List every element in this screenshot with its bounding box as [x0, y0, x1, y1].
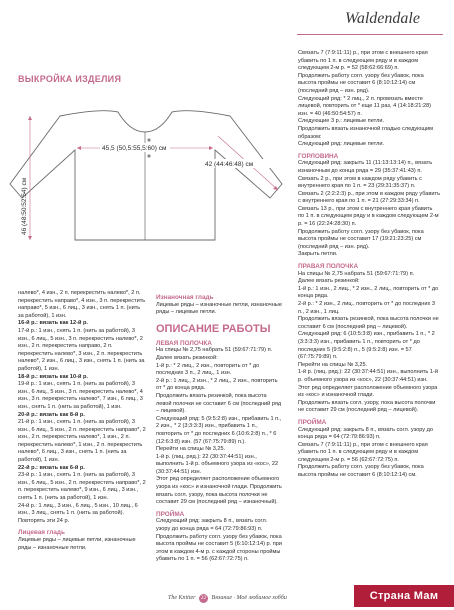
text-line: 24-й р.: 1 лиц., 3 изн., 6 лиц., 5 изн., 10 лиц., 6 изн., 3 лиц., снять 1 п. (нить за работой). Повторять эти 24 р. — [18, 502, 138, 524]
subheading: ЛЕВАЯ ПОЛОЧКА — [156, 339, 212, 347]
text-line: Лицевые ряды – лицевые петли, изнаночные ряды – изнаночные петли. — [18, 537, 136, 551]
column-1 — [18, 290, 146, 590]
text-line: Перейти на спицы № 3,25. — [298, 361, 368, 368]
text-line: Связать 2 (2:2:2:3) р., при этом в каждом ряду убавить с внутреннего края по 1 п. = 21 (27:29:33:34) п. — [298, 190, 440, 205]
text-line: 23-й р.: 1 изн., снять 1 п. (нить за работой), 3 изн., 6 лиц., 5 изн., 2 п. перекрестить направо*, 2 п. перекрестить налево*, 9 изн., 6 лиц., 3 изн., снять 1 п. (нить за работой), 1 изн. — [18, 472, 146, 502]
text-line: Продолжить вязать изнаночной гладью следующим образом: — [298, 125, 433, 140]
button-icon — [147, 154, 150, 157]
text-line: Следующий ряд: закрыть 11 (11:13:13:14) п., вязать изнаночным до конца ряда = 29 (35:37:41:43) п. — [298, 160, 433, 174]
height-label: 46 (48:50:52:54) см — [21, 177, 28, 235]
text-line: Далее вязать резинкой: — [298, 278, 360, 285]
text-line: Следующий ряд: лицевые петли. — [298, 141, 385, 148]
section-title: ОПИСАНИЕ РАБОТЫ — [156, 322, 271, 335]
text-line: 19-й р.: 1 изн., снять 1 п. (нить за работой), 3 изн., 6 лиц., 5 изн., 3 п. перекрестить налево*, 4 изн., 3 п. перекрестить налево*, 7 изн., 6 лиц., 3 изн., снять 1 п. (нить за работой), 1 изн. — [18, 381, 143, 410]
footer-tagline: Вязание · Моё любимое хобби — [211, 595, 287, 601]
text-line: Связать 2 р., при этом в каждом ряду убавить с внутреннего края по 1 п. = 23 (29:31:35:37) п. — [298, 175, 422, 190]
text-line: Лицевые ряды – изнаночные петли, изнаночные ряды – лицевые петли. — [156, 301, 282, 316]
text-line: Далее вязать резинкой: — [156, 354, 218, 361]
text-line: 1-й р. (лиц. ряд.): 22 (30:37:44:51) изн., выполнить 1-й р. объемного узора из «кос», 22 (30:37:44:51) изн. — [298, 369, 438, 383]
text-line: 17-й р.: 1 изн., снять 1 п. (нить за работой), 3 изн., 6 лиц., 5 изн., 3 п. перекрестить налево*, 2 изн., 2 п. перекрестить направо, 2 п. перекрестить налево*, 3 изн., 2 п. перекрестить налево*, 2 изн., 6 лиц., 3 изн., снять 1 п. (нить за работой), 1 изн. — [18, 327, 145, 372]
subheading: ГОРЛОВИНА — [298, 152, 339, 160]
page-number: 22 — [200, 595, 207, 601]
text-line: Продолжить работу согл. узору без убавок, пока высота проймы не составит 6 (8:10:12:14) см (последний ряд – изн. ряд). — [298, 72, 424, 94]
text-line: Следующий ряд: закрыть 8 п., вязать согл. узору до конца ряда = 64 (72:79:86:93) п. — [298, 426, 434, 441]
button-icon — [147, 138, 150, 141]
text-line: Продолжить вязать согл. узору, пока высота полочки не составит 29 см (последний ряд – лицевой). — [298, 399, 436, 414]
text-line: Связать 13 р., при этом с внутреннего края убавить по 1 п. в следующем ряду и в каждом следующем 2-м р. = 16 (22:24:28:30) п. — [298, 205, 439, 228]
page-footer — [168, 594, 287, 603]
text-line: Закрыть петли. — [298, 251, 338, 258]
text-line: 2-й р.: 1 лиц., 2 изн., * 2 лиц., 2 изн., повторить от * до конца ряда. — [156, 377, 278, 392]
brand-title: Waldendale — [345, 10, 420, 27]
site-watermark: Страна Мам — [354, 585, 454, 607]
text-line: 16-й р.: вязать как 12-й р. — [18, 320, 88, 327]
column-2 — [156, 290, 282, 590]
figure-title: ВЫКРОЙКА ИЗДЕЛИЯ — [18, 74, 122, 84]
subheading: ПРОЙМА — [298, 418, 327, 426]
text-line: Связать 7 (7:9:11:11) р., при этом с внешнего края убавить по 1 п. в следующем ряду и в каждом следующем 2-м р. = 56 (62:67:72:75) п. — [298, 441, 428, 463]
text-line: Следующий ряд: * 2 лиц., 2 п. провязать вместе лицевой, повторить от * еще 11 раз, 4 (14:18:21:28) изн. = 40 (46:50:54:57) п. — [298, 95, 432, 117]
text-line: 21-й р.: 1 изн., снять 1 п. (нить за работой), 3 изн., 6 лиц., 5 изн., 2 п. перекрестить направо*, 2 изн., 2 п. перекрестить налево*, 1 изн., 2 п. перекрестить налево*, 1 изн., 2 п. перекрестить налево*, 6 лиц., 3 изн., снять 1 п. (нить за работой), 1 изн. — [18, 419, 146, 464]
subheading: ПРАВАЯ ПОЛОЧКА — [298, 263, 359, 271]
text-line: налево*, 4 изн., 2 п. перекрестить налево*, 2 п. перекрестить направо*, 4 изн., 3 п. перекрестить направо*, 5 изн., 6 лиц., 3 изн., снять 1 п. (нить за работой), 1 изн. — [18, 290, 146, 319]
text-line: Продолжить работу согл. узору без убавок, пока высота проймы не составит 5 (6:10:12:14) р. при этом в каждом 4-м р. с каждой стороны проймы убавить по 1 п. = 56 (62:67:72:75) п. — [156, 533, 282, 563]
text-line: Продолжить работу согл. узору без убавок, пока высота проймы не составит 17 (19:21:23:25) см (последний ряд – изн. ряд). — [298, 228, 424, 250]
subheading: Изнаночная гладь — [156, 294, 214, 301]
magazine-name: The Knitter — [168, 595, 196, 601]
text-line: 2-й р.: * 2 изн., 2 лиц., повторить от * до последних 3 п., 2 изн., 1 лиц. — [298, 301, 435, 315]
text-line: Перейти на спицы № 3,25. — [156, 446, 226, 453]
text-line: Продолжить вязать резинкой, пока высота левой полочки не составит 6 см (последний ряд – лицевой). — [156, 392, 282, 415]
text-line: 18-й р.: вязать как 10-й р. — [18, 373, 88, 380]
text-line: Этот ряд определяет расположение объемного узора из «кос» и изнаночной глади. — [298, 384, 438, 399]
text-line: Следующий ряд: 6 (10:5:3:8) изн., прибавить 1 п., * 2 (3:3:3:3) изн., прибавить 1 п., повторить от * до последних 5 (9:5:2:8) п., 5 (9:5:2:8) изн. = 57 (67:75:79:89) п. — [298, 331, 435, 361]
cardigan-outline — [10, 111, 282, 240]
text-line: Следующие 3 р.: лицевые петли. — [298, 118, 385, 125]
text-line: 1-й р. (лиц. ряд.): 22 (30:37:44:51) изн., выполнить 1-й р. объемного узора из «кос», 22 (30:37:44:51) изн. — [156, 453, 279, 475]
text-line: На спицы № 2,75 набрать 51 (59:67:71:79) п. — [156, 347, 273, 354]
header-rule — [297, 34, 443, 35]
subheading: ПРОЙМА — [156, 510, 185, 518]
text-line: Продолжить вязать резинкой, пока высота полочки не составит 6 см (последний ряд – лицевой). — [298, 316, 439, 330]
text-line: Связать 7 (7:9:11:11) р., при этом с внешнего края убавить по 1 п. в следующем ряду и в каждом следующем 2-м р. = 52 (58:62:66:69) п. — [298, 50, 428, 72]
text-line: Следующий ряд: 5 (9:5:2:8) изн., прибавить 1 п., 2 изн., * 2 (3:3:3:3) изн., прибавить 1 п., повторить от * до последних 6 (10:6:2:8) п., * 6 (12:6:3:8) изн. (57 (67:75:79:89) п.). — [156, 415, 282, 445]
column-3 — [298, 50, 440, 595]
text-line: Следующий ряд: закрыть 8 п., вязать согл. узору до конца ряда = 64 (72:79:86:93) п. — [156, 518, 268, 533]
text-line: 1-й р.: 1 изн., 2 лиц., * 2 изн., 2 лиц., повторить от * до конца ряда. — [298, 285, 439, 300]
garment-schematic — [0, 80, 300, 280]
width-label: 45,5 (50,5:55,5:60) см — [102, 145, 167, 152]
text-line: 20-й р.: вязать как 8-й р. — [18, 411, 85, 418]
text-line: 1-й р.: * 2 лиц., 2 изн., повторить от * до последних 3 п., 2 лиц., 1 изн. — [156, 362, 260, 377]
text-line: На спицы № 2,75 набрать 51 (59:67:71:79) п. — [298, 270, 415, 277]
sleeve-label: 42 (44:46:48) см — [205, 161, 254, 168]
text-line: Этот ряд определяет расположение объемного узора из «кос» и изнаночной глади. Продолжить вязать согл. узору, пока высота полочки не составит 29 см (последний ряд – изнаночный). — [156, 476, 282, 506]
text-line: 22-й р.: вязать как 6-й р. — [18, 464, 85, 471]
subheading: Лицевая гладь — [18, 529, 65, 537]
text-line: Продолжить работу согл. узору без убавок, пока высота проймы не составит 6 (8:10:12:14) см. — [298, 464, 424, 479]
